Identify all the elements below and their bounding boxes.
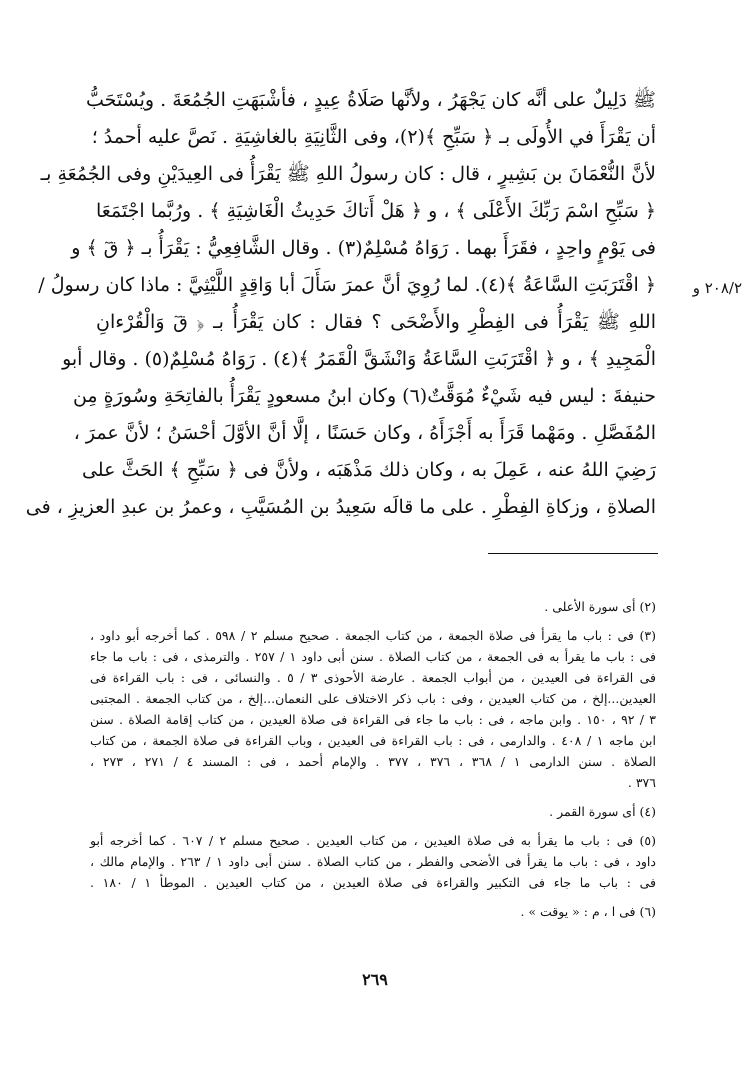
main-text-line: اللهِ ﷺ يَقْرَأُ فى الفِطْرِ والأَضْحَى ؟ فقال : كان يَقْرَأُ بـ ﴿ قٓ وَالْقُرْءانِ <box>96 311 656 333</box>
main-text-line: لأنَّ النُّعْمَانَ بن بَشِيرٍ ، قال : كان رسولُ اللهِ ﷺ يَقْرَأُ فى العِيدَيْنِ وفى الجُمُعَةِ بـ <box>40 163 656 185</box>
main-text-line: الْمَجِيدِ ﴾ ، و ﴿ اقْتَرَبَتِ السَّاعَةُ وَانْشَقَّ الْقَمَرُ ﴾(٤) . رَوَاهُ مُسْلِمٌ(٥) . وقال أبو <box>62 348 656 370</box>
main-text-line: فى يَوْمٍ واحِدٍ ، فقَرَأَ بهما . رَوَاهُ مُسْلِمٌ(٣) . وقال الشَّافِعِيُّ : يَقْرَأُ بـ ﴿ قٓ ﴾ و <box>71 237 656 259</box>
main-text-line: ﴿ سَبِّحِ اسْمَ رَبِّكَ الأَعْلَى ﴾ ، و ﴿ هَلْ أَتاكَ حَدِيثُ الْغَاشِيَةِ ﴾ . ورُبَّما اجْتَمَعَا <box>96 200 656 222</box>
footnote-3-line: ٣٧٦ . <box>627 775 656 790</box>
main-text-line: الصلاةِ ، وزكاةِ الفِطْرِ . على ما قالَه سَعِيدُ بن المُسَيَّبِ ، وعمرُ بن عبدِ العزيزِ ، فى <box>25 496 656 518</box>
footnote-spacer <box>90 893 656 901</box>
main-text-line: رَضِيَ اللهُ عنه ، عَمِلَ به ، وكان ذلك مَذْهَبَه ، ولأنَّ فى ﴿ سَبِّحِ ﴾ الحَثَّ على <box>81 459 656 481</box>
footnote-2: (٢) أى سورة الأعلى . <box>544 599 656 614</box>
main-text-line: ﴿ اقْتَرَبَتِ السَّاعَةُ ﴾(٤). لما رُوِيَ أنَّ عمرَ سَأَلَ أبا وَاقِدٍ اللَّيْثِيَّ : ماذا كان رسولُ / <box>38 274 656 296</box>
main-text-line: أن يَقْرَأَ في الأُولَى بـ ﴿ سَبِّحِ ﴾(٢)، وفى الثَّانِيَةِ بالغاشِيَةِ . نَصَّ عليه أحمدُ ؛ <box>91 126 656 148</box>
main-text-body <box>25 82 656 526</box>
footnote-5-line: داود ، فى : باب ما يقرأ فى الأضحى والفطر ، من كتاب الصلاة . سنن أبى داود ١ / ٢٦٣ . والإمام مالك ، <box>90 854 656 869</box>
page-number: ٢٦٩ <box>362 970 388 989</box>
footnote-spacer <box>90 822 656 830</box>
footnotes-section <box>90 596 656 922</box>
footnote-spacer <box>90 617 656 625</box>
footnote-3-line: الصلاة . سنن الدارمى ١ / ٣٦٨ ، ٣٧٦ ، ٣٧٧ . والإمام أحمد ، فى : المسند ٤ / ٢٧١ ، ٢٧٣ ، <box>90 754 657 769</box>
footnote-3-line: العيدين...إلخ ، من كتاب العيدين ، وفى : باب ذكر الاختلاف على النعمان...إلخ ، من كتاب الجمعة . المجتبى <box>90 691 656 706</box>
main-text-line: ﷺ دَلِيلٌ على أنَّه كان يَجْهَرُ ، ولأنَّها صَلَاةُ عِيدٍ ، فأشْبَهَتِ الجُمُعَةَ . ويُسْتَحَبُّ <box>86 89 656 111</box>
footnote-6: (٦) فى ا ، م : « يوقت » . <box>520 904 656 919</box>
footnote-3-line: ابن ماجه ١ / ٤٠٨ . والدارمى ، فى : باب القراءة فى العيدين ، وباب القراءة فى صلاة الجمعة ، من كتاب <box>90 733 656 748</box>
manuscript-margin-reference: ٢٠٨/٢ و <box>692 279 742 297</box>
footnote-spacer <box>90 793 656 801</box>
footnote-3-line: (٣) فى : باب ما يقرأ فى صلاة الجمعة ، من كتاب الجمعة . صحيح مسلم ٢ / ٥٩٨ . كما أخرجه أبو داود ، <box>90 628 656 643</box>
footnote-3-line: فى : باب ما يقرأ به فى الجمعة ، من كتاب الصلاة . سنن أبى داود ١ / ٢٥٧ . والترمذى ، فى : باب ما جاء <box>90 649 656 664</box>
main-text-line: حنيفةَ : ليس فيه شَيْءٌ مُوَقَّتٌ(٦) وكان ابنُ مسعودٍ يَقْرَأُ بالفاتِحَةِ وسُورَةٍ مِن <box>72 385 656 407</box>
footnote-5-line: (٥) فى : باب ما يقرأ به فى صلاة العيدين ، من كتاب العيدين . صحيح مسلم ٢ / ٦٠٧ . كما أخرجه أبو <box>90 833 656 848</box>
footnote-3-line: فى القراءة فى العيدين ، من أبواب الجمعة . عارضة الأحوذى ٣ / ٥ . والنسائى ، فى : باب القراءة فى <box>90 670 656 685</box>
main-text-line: المُفَصَّلِ . ومَهْما قَرَأَ به أَجْزَأَهُ ، وكان حَسَنًا ، إلَّا أنَّ الأوَّلَ أحْسَنُ ؛ لأنَّ عمرَ ، <box>73 422 656 444</box>
footnote-3-line: ٣ / ٩٢ ، ١٥٠ . وابن ماجه ، فى : باب ما جاء فى القراءة فى صلاة العيدين ، من كتاب إقامة الصلاة . سنن <box>90 712 656 727</box>
footnote-separator-rule <box>488 553 658 554</box>
footnote-4: (٤) أى سورة القمر . <box>549 804 656 819</box>
footnote-5-line: فى : باب ما جاء فى التكبير والقراءة فى صلاة العيدين ، من كتاب العيدين . الموطأ ١ / ١٨٠ . <box>90 875 656 890</box>
